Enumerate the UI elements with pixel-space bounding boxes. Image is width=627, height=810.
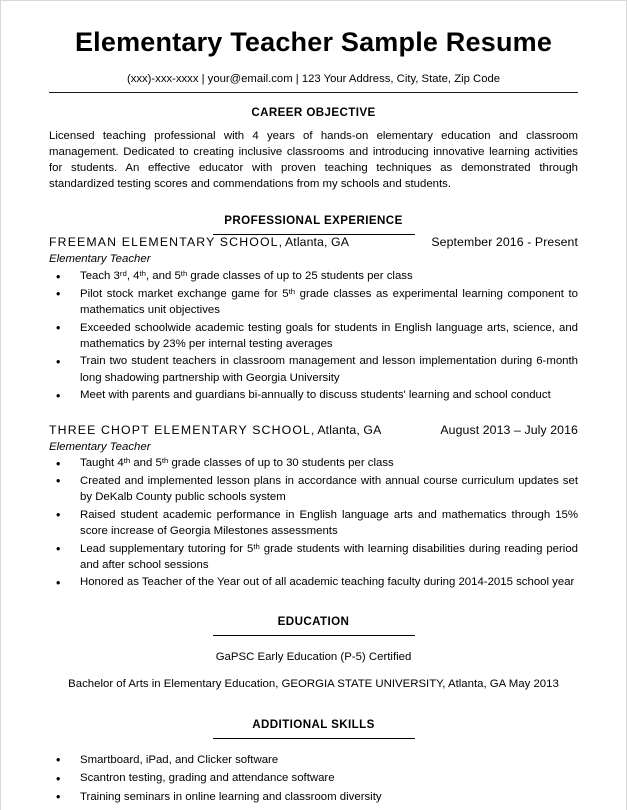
employment-dates: September 2016 - Present [431, 235, 578, 250]
employer-location: , Atlanta, GA [311, 422, 382, 437]
employer-organization: FREEMAN ELEMENTARY SCHOOL [49, 235, 279, 250]
job-responsibility-item: • Train two student teachers in classroom management and lesson implementation during 6-month long shadowing partnership with Georgia University [49, 353, 578, 386]
job-responsibility-item: • Teach 3rd, 4th, and 5th grade classes of up to 25 students per class [49, 268, 578, 284]
job-responsibility-item: • Honored as Teacher of the Year out of all academic teaching faculty during 2014-2015 school year [49, 574, 578, 590]
skills-list [49, 752, 578, 805]
section-divider-education [213, 635, 415, 636]
page-title: Elementary Teacher Sample Resume [74, 27, 553, 57]
experience-entry-header [49, 423, 578, 439]
experience-entry [49, 423, 578, 591]
section-education [49, 615, 578, 693]
employer-name [49, 423, 381, 439]
experience-entry [49, 235, 578, 403]
career-objective-text: Licensed teaching professional with 4 years of hands-on elementary education and classroom management. Dedicated to creating inclusive classrooms and introducing innovative learning activities for students. An effective educator with proven teaching techniques as demonstrated through standardized testing scores and commendations from my schools and students. [49, 129, 578, 191]
job-responsibility-item: • Created and implemented lesson plans in accordance with annual course curriculum updates set by DeKalb County public schools system [49, 473, 578, 506]
section-heading-education: EDUCATION [277, 614, 350, 628]
employment-dates: August 2013 – July 2016 [440, 422, 578, 437]
job-responsibility-list [49, 455, 578, 590]
job-responsibility-item: • Meet with parents and guardians bi-annually to discuss students' learning and school conduct [49, 387, 578, 403]
skill-item: • Training seminars in online learning and classroom diversity [49, 789, 578, 805]
job-responsibility-item: • Lead supplementary tutoring for 5th grade students with learning disabilities during reading period and after school sessions [49, 541, 578, 574]
skill-item: • Scantron testing, grading and attendance software [49, 770, 578, 786]
employer-location: , Atlanta, GA [278, 235, 349, 250]
job-responsibility-item: • Exceeded schoolwide academic testing goals for students in English language arts, science, and mathematics by 23% per internal testing averages [49, 320, 578, 353]
section-heading-professional-experience: PROFESSIONAL EXPERIENCE [224, 214, 403, 228]
section-professional-experience [49, 214, 578, 590]
job-responsibility-list [49, 268, 578, 403]
section-additional-skills [49, 718, 578, 805]
header-divider [49, 92, 578, 93]
employer-name [49, 235, 349, 251]
employer-organization: THREE CHOPT ELEMENTARY SCHOOL [49, 422, 312, 437]
skill-item: • Smartboard, iPad, and Clicker software [49, 752, 578, 768]
experience-list [49, 235, 578, 590]
job-responsibility-item: • Pilot stock market exchange game for 5th grade classes as experimental learning component to mathematics unit objectives [49, 286, 578, 319]
contact-info: (xxx)-xxx-xxxx | your@email.com | 123 Your Address, City, State, Zip Code [126, 73, 501, 86]
job-title: Elementary Teacher [49, 440, 151, 453]
job-title: Elementary Teacher [49, 253, 151, 266]
education-line-degree: Bachelor of Arts in Elementary Education, GEORGIA STATE UNIVERSITY, Atlanta, GA May 2013 [68, 677, 559, 690]
section-heading-career-objective: CAREER OBJECTIVE [251, 105, 376, 119]
job-responsibility-item: • Raised student academic performance in English language arts and mathematics through 15% score increase of Georgia Milestones assessments [49, 507, 578, 540]
resume-content [1, 1, 626, 805]
experience-entry-header [49, 235, 578, 251]
section-divider-additional-skills [213, 738, 415, 739]
education-line-certification: GaPSC Early Education (P-5) Certified [215, 650, 412, 663]
section-heading-additional-skills: ADDITIONAL SKILLS [252, 717, 375, 731]
section-career-objective [49, 106, 578, 193]
job-responsibility-item: • Taught 4th and 5th grade classes of up to 30 students per class [49, 455, 578, 471]
